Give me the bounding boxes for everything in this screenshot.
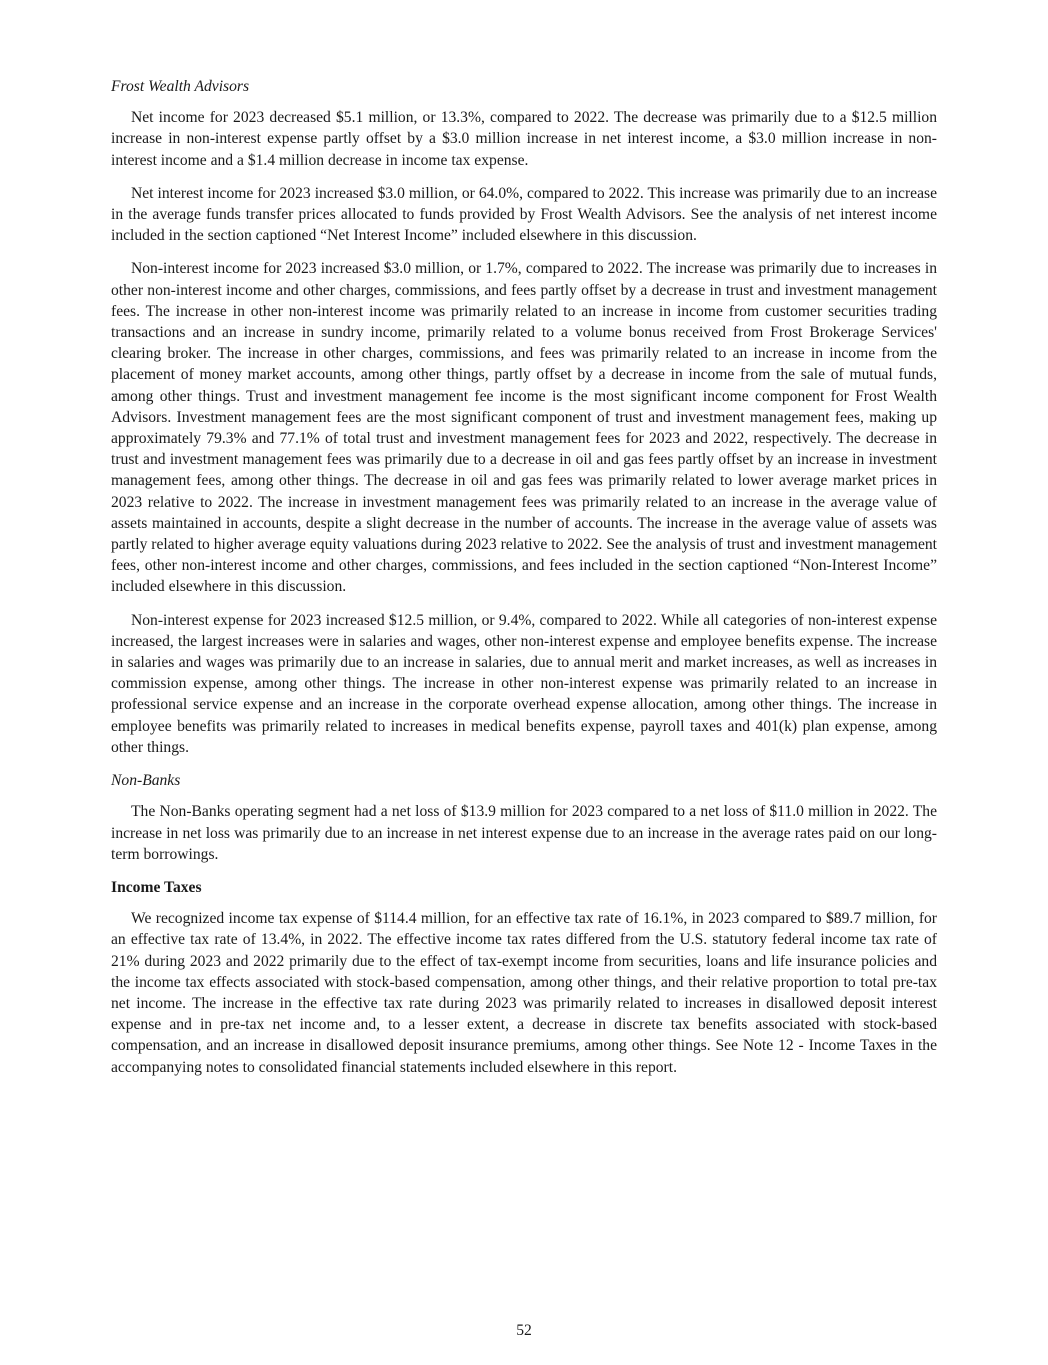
page-number: 52 <box>516 1322 532 1339</box>
paragraph-fwa-net-income: Net income for 2023 decreased $5.1 million, or 13.3%, compared to 2022. The decrease was primarily due to a $12.5 million increase in non-interest expense partly offset by a $3.0 million increase in net interest income, a $3.0 million increase in non-interest income and a $1.4 million decrease in income tax expense. <box>111 109 937 169</box>
paragraph-fwa-net-interest-income: Net interest income for 2023 increased $3.0 million, or 64.0%, compared to 2022. This increase was primarily due to an increase in the average funds transfer prices allocated to funds provided by Frost Wealth Advisors. See the analysis of net interest income included in the section captioned “Net Interest Income” included elsewhere in this discussion. <box>111 184 937 245</box>
section-heading-frost-wealth-advisors: Frost Wealth Advisors <box>111 78 250 95</box>
document-body <box>111 76 937 1090</box>
section-heading-income-taxes: Income Taxes <box>111 878 202 896</box>
paragraph-fwa-non-interest-income: Non-interest income for 2023 increased $3.0 million, or 1.7%, compared to 2022. The increase was primarily due to increases in other non-interest income and other charges, commissions, and fees partly offset by a decrease in trust and investment management fees. The increase in other non-interest income was primarily related to an increase in income from customer securities trading transactions and an increase in sundry income, primarily related to a volume bonus received from Frost Brokerage Services' clearing broker. The increase in other charges, commissions, and fees was primarily related to an increase in income from the placement of money market accounts, among other things, partly offset by a decrease in income from the sale of mutual funds, among other things. Trust and investment management fee income is the most significant income component for Frost Wealth Advisors. Investment management fees are the most significant component of trust and investment management fees, making up approximately 79.3% and 77.1% of total trust and investment management fees for 2023 and 2022, respectively. The decrease in trust and investment management fees was primarily due to a decrease in oil and gas fees partly offset by an increase in investment management fees, among other things. The decrease in oil and gas fees was primarily related to lower average market prices in 2023 relative to 2022. The increase in investment management fees was primarily related to an increase in the average value of assets maintained in accounts, despite a slight decrease in the number of accounts. The increase in the average value of assets was partly related to higher average equity valuations during 2023 relative to 2022. See the analysis of trust and investment management fees, other non-interest income and other charges, commissions, and fees included in the section captioned “Non-Interest Income” included elsewhere in this discussion. <box>111 260 937 596</box>
paragraph-income-taxes: We recognized income tax expense of $114.4 million, for an effective tax rate of 16.1%, in 2023 compared to $89.7 million, for an effective tax rate of 13.4%, in 2022. The effective income tax rates differed from the U.S. statutory federal income tax rate of 21% during 2023 and 2022 primarily due to the effect of tax-exempt income from securities, loans and life insurance policies and the income tax effects associated with stock-based compensation, among other things, and their relative proportion to total pre-tax net income. The increase in the effective tax rate during 2023 was primarily related to increases in disallowed deposit interest expense and in pre-tax net income and, to a lesser extent, a decrease in discrete tax benefits associated with stock-based compensation, and an increase in disallowed deposit insurance premiums, among other things. See Note 12 - Income Taxes in the accompanying notes to consolidated financial statements included elsewhere in this report. <box>111 910 937 1076</box>
paragraph-non-banks: The Non-Banks operating segment had a net loss of $13.9 million for 2023 compared to a net loss of $11.0 million in 2022. The increase in net loss was primarily due to an increase in net interest expense due to an increase in the average rates paid on our long-term borrowings. <box>111 803 937 863</box>
paragraph-fwa-non-interest-expense: Non-interest expense for 2023 increased $12.5 million, or 9.4%, compared to 2022. While all categories of non-interest expense increased, the largest increases were in salaries and wages, other non-interest expense and employee benefits expense. The increase in salaries and wages was primarily due to an increase in salaries, due to annual merit and market increases, as well as increases in commission expense, among other things. The increase in other non-interest expense was primarily related to an increase in professional service expense and an increase in the corporate overhead expense allocation, among other things. The increase in employee benefits was primarily related to increases in medical benefits expense, payroll taxes and 401(k) plan expense, among other things. <box>111 611 937 756</box>
section-heading-non-banks: Non-Banks <box>111 772 181 790</box>
